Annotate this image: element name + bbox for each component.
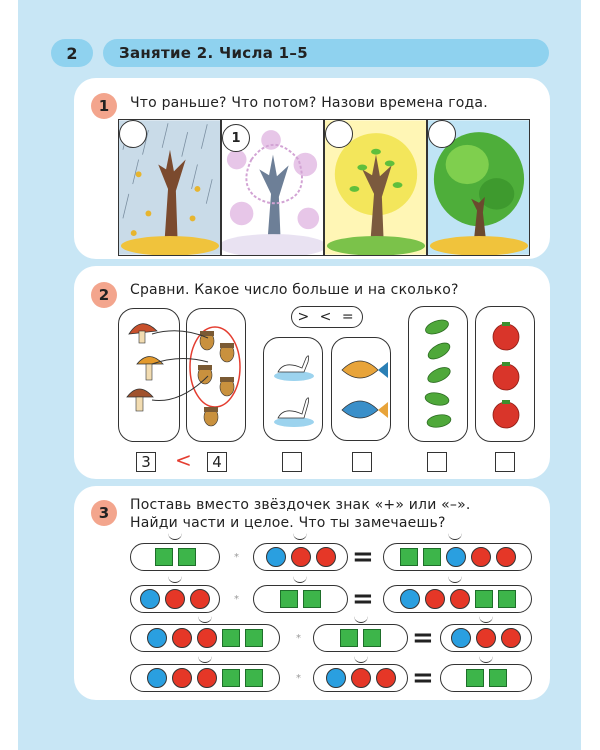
page-number: 2	[51, 39, 93, 67]
equals-sign-2: =	[352, 584, 374, 614]
answer-box-right-2[interactable]	[352, 452, 372, 472]
season-order-badge-2[interactable]: 1	[222, 124, 250, 152]
expression-2-part-b	[253, 585, 348, 613]
expression-1-whole	[383, 543, 532, 571]
task-3-number: 3	[91, 500, 117, 526]
tomatoes-icon	[476, 307, 536, 443]
operation-star-1[interactable]: *	[234, 552, 239, 563]
expression-1-part-a	[130, 543, 220, 571]
equals-sign-4: =	[412, 663, 434, 693]
operation-star-2[interactable]: *	[234, 594, 239, 605]
expression-4-whole	[130, 664, 280, 692]
expression-3-part-a	[313, 624, 408, 652]
task-2-text: Сравни. Какое число больше и на сколько?	[130, 282, 459, 298]
swans-card	[263, 337, 323, 441]
lesson-title: Занятие 2. Числа 1–5	[103, 39, 549, 67]
season-order-badge-4[interactable]	[428, 120, 456, 148]
expression-4-part-b	[440, 664, 532, 692]
expression-3-part-b	[440, 624, 532, 652]
task-1-text: Что раньше? Что потом? Назови времена года.	[130, 95, 488, 111]
expression-2-part-a	[130, 585, 220, 613]
expression-2-whole	[383, 585, 532, 613]
equals-sign-1: =	[352, 542, 374, 572]
equals-sign-3: =	[412, 623, 434, 653]
expression-4-part-a	[313, 664, 408, 692]
comparison-signs: > < =	[291, 306, 363, 328]
answer-box-left-2[interactable]	[282, 452, 302, 472]
task-1-number: 1	[91, 93, 117, 119]
swans-icon	[264, 338, 324, 442]
cucumbers-icon	[409, 307, 469, 443]
expression-3-whole	[130, 624, 280, 652]
task-3-line-1: Поставь вместо звёздочек знак «+» или «–».	[130, 497, 471, 513]
fish-card	[331, 337, 391, 441]
task-3-line-2: Найди части и целое. Что ты замечаешь?	[130, 515, 446, 531]
season-order-badge-3[interactable]	[325, 120, 353, 148]
operation-star-3[interactable]: *	[296, 633, 301, 644]
operation-star-4[interactable]: *	[296, 673, 301, 684]
answer-box-left-3[interactable]	[427, 452, 447, 472]
cucumbers-card	[408, 306, 468, 442]
answer-box-right-3[interactable]	[495, 452, 515, 472]
task-2-number: 2	[91, 282, 117, 308]
tomatoes-card	[475, 306, 535, 442]
answer-box-right-1[interactable]: 4	[207, 452, 227, 472]
comparison-sign-1[interactable]: <	[175, 448, 192, 472]
matching-lines	[150, 330, 210, 410]
answer-box-left-1[interactable]: 3	[136, 452, 156, 472]
season-order-badge-1[interactable]	[119, 120, 147, 148]
fish-icon	[332, 338, 392, 442]
expression-1-part-b	[253, 543, 348, 571]
